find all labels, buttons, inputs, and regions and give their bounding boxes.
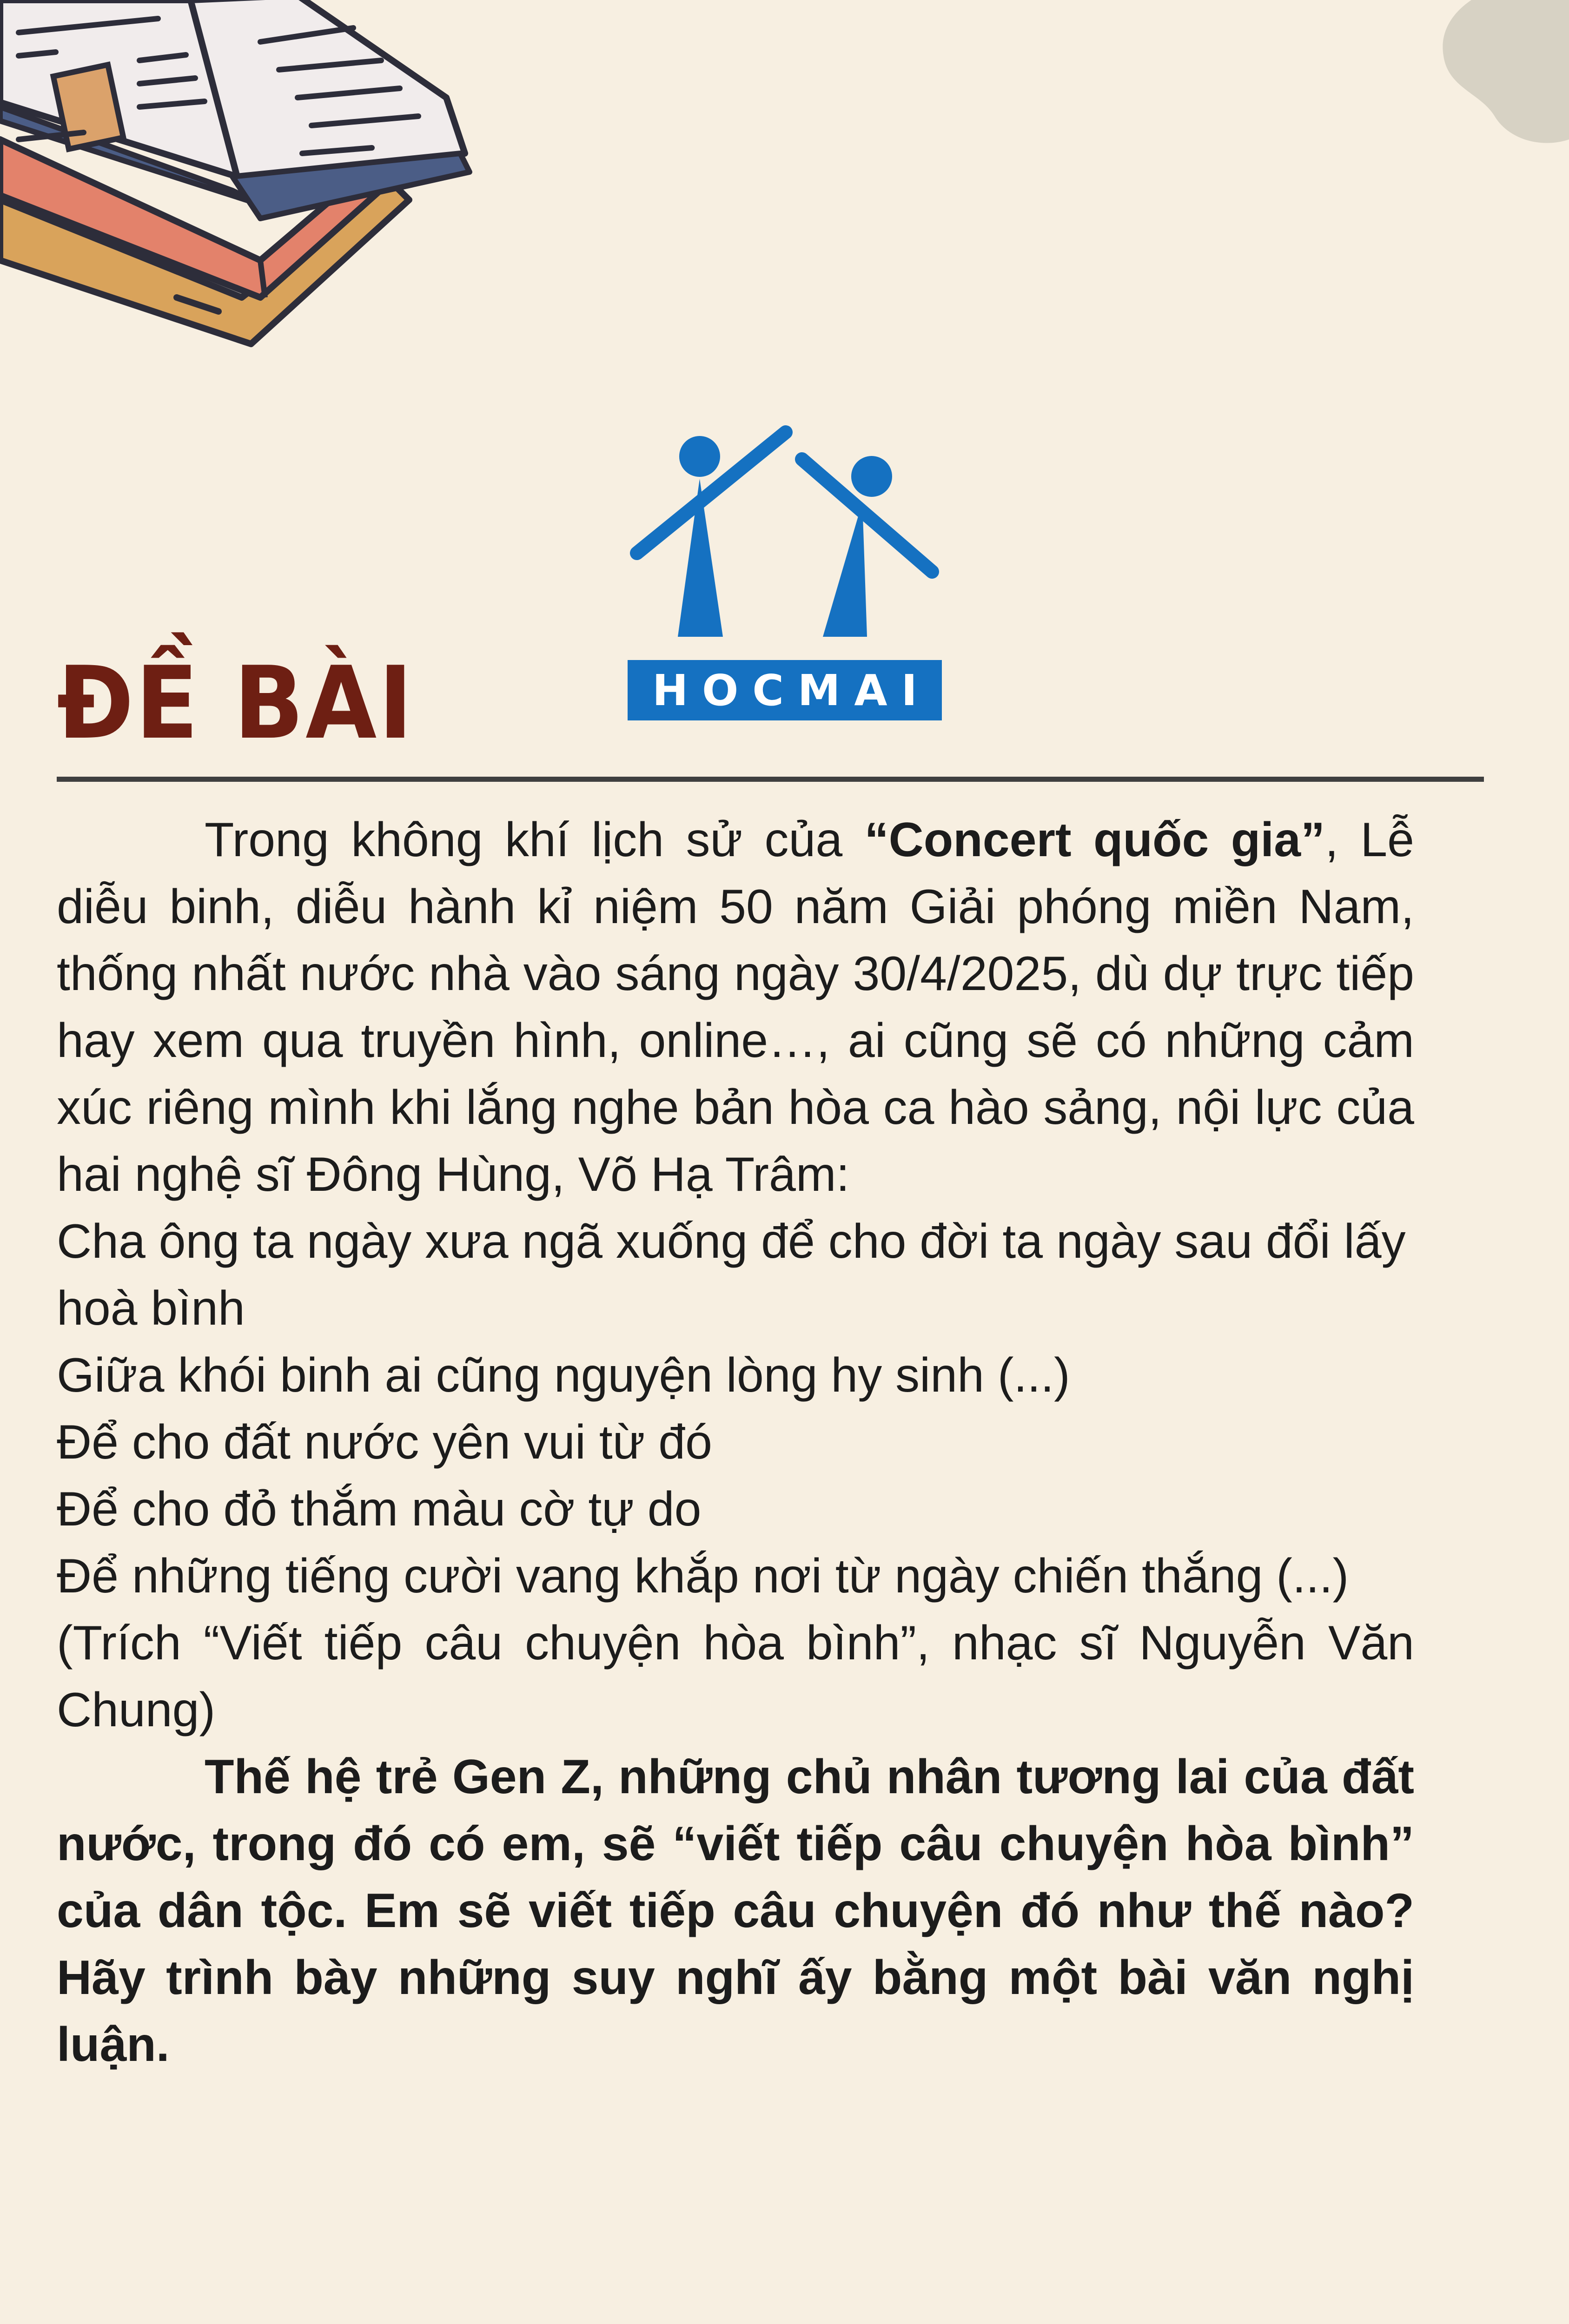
open-book-illustration: [0, 0, 474, 353]
intro-text-end: , Lễ diễu binh, diễu hành kỉ niệm 50 năm Giải phóng miền Nam, thống nhất nước nhà vào sáng ngày 30/4/2025, dù dự trực tiếp hay xem qua truyền hình, online…, ai cũng sẽ có những cảm xúc riêng mình khi lắng nghe bản hòa ca hào sảng, nội lực của hai nghệ sĩ Đông Hùng, Võ Hạ Trâm:: [57, 813, 1415, 1202]
concert-name: “Concert quốc gia”: [864, 813, 1325, 867]
intro-text-start: Trong không khí lịch sử của: [205, 813, 865, 867]
lyrics-citation: (Trích “Viết tiếp câu chuyện hòa bình”, nhạc sĩ Nguyễn Văn Chung): [57, 1616, 1414, 1737]
hocmai-people-icon: [628, 418, 942, 641]
essay-task: Thế hệ trẻ Gen Z, những chủ nhân tương lai của đất nước, trong đó có em, sẽ “viết tiếp câu chuyện hòa bình” của dân tộc. Em sẽ viết tiếp câu chuyện đó như thế nào? Hãy trình bày những suy nghĩ ấy bằng một bài văn nghị luận.: [57, 1750, 1414, 2072]
page-title: ĐỀ BÀI: [57, 645, 415, 761]
lyric-line: Cha ông ta ngày xưa ngã xuống để cho đời ta ngày sau đổi lấy hoà bình: [57, 1215, 1406, 1335]
hocmai-wordmark: HOCMAI: [628, 660, 942, 720]
lyric-line: Để cho đỏ thắm màu cờ tự do: [57, 1482, 702, 1536]
book-stack-illustration: [1027, 2185, 1569, 2324]
exam-prompt: [57, 806, 1414, 2078]
lyric-line: Giữa khói binh ai cũng nguyện lòng hy sinh (...): [57, 1348, 1070, 1402]
intro-paragraph: [57, 806, 1414, 1208]
lyric-line: Để cho đất nước yên vui từ đó: [57, 1415, 712, 1469]
hocmai-logo: [628, 418, 942, 720]
title-divider: [57, 777, 1484, 782]
lyric-line: Để những tiếng cười vang khắp nơi từ ngày chiến thắng (...): [57, 1549, 1349, 1603]
corner-blob-top-right: [1416, 0, 1569, 149]
